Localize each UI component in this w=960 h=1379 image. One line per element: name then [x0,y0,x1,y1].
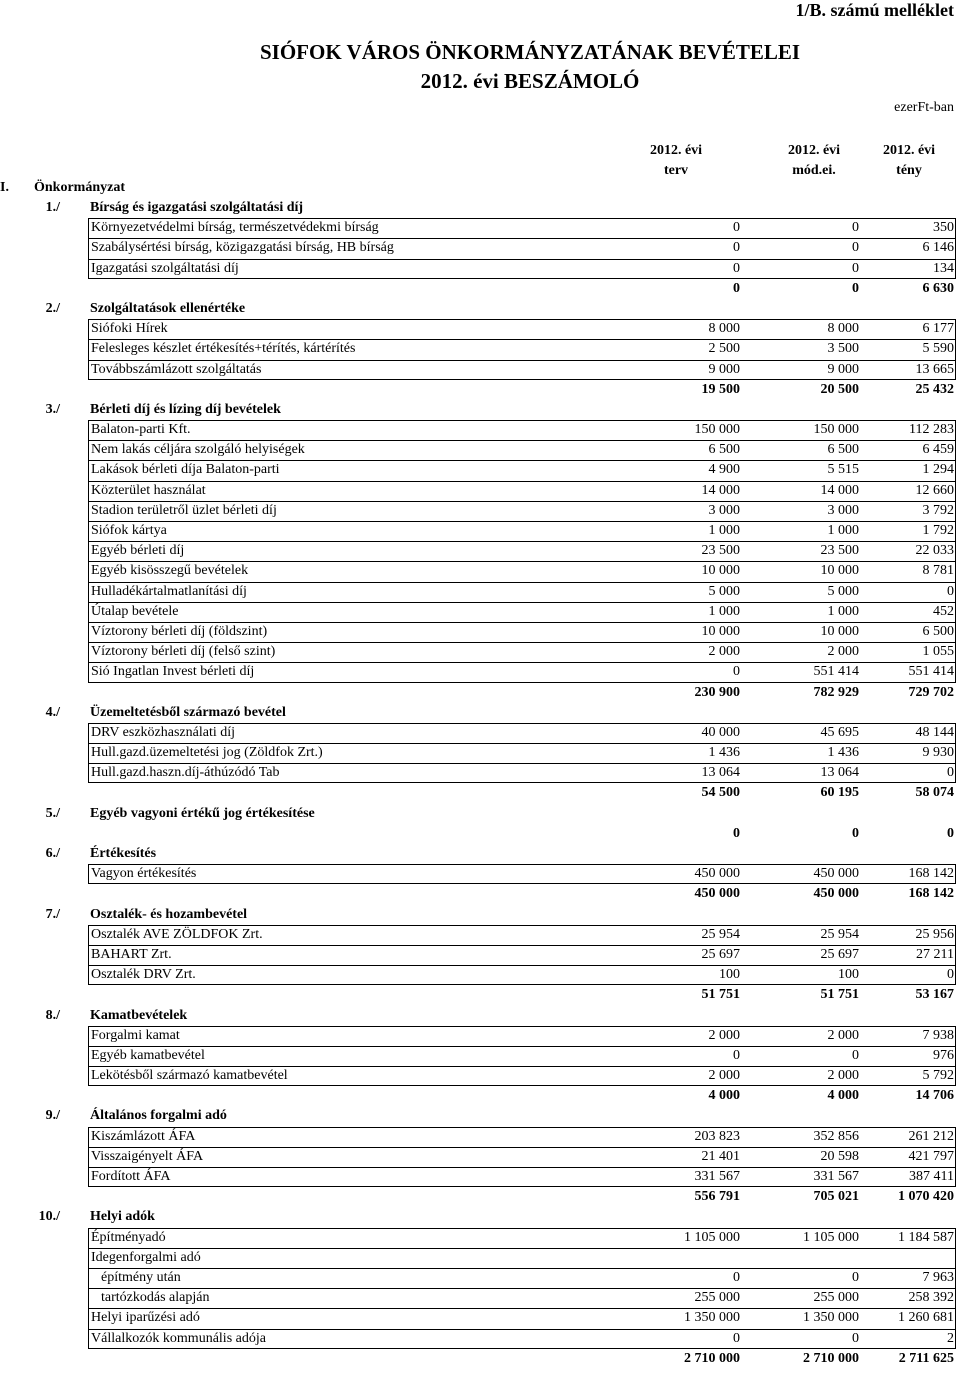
total-value: 2 710 000 [684,1350,740,1366]
row-value: 352 856 [813,1128,859,1144]
group-number: 7./ [45,906,60,922]
row-value: 0 [733,1330,740,1346]
row-label: Víztorony bérleti díj (felső szint) [91,644,276,660]
group-title: Általános forgalmi adó [90,1108,227,1124]
group-header-row [0,703,960,723]
row-label: Osztalék AVE ZÖLDFOK Zrt. [91,926,263,942]
row-value: 1 055 [922,644,954,660]
row-label: Környezetvédelmi bírság, természetvédekmi bírság [91,220,379,236]
row-value: 10 000 [820,623,859,639]
row-value: 1 260 681 [898,1310,954,1326]
row-value: 3 792 [922,502,954,518]
group-header-row [0,1207,960,1227]
row-value: 6 500 [827,442,859,458]
row-value: 14 000 [820,482,859,498]
row-value: 0 [947,967,954,983]
row-value: 1 000 [708,523,740,538]
row-value: 203 823 [694,1128,740,1144]
group-number: 2./ [45,300,60,316]
total-value: 58 074 [915,785,954,801]
row-label: Sió Ingatlan Invest bérleti díj [91,664,255,680]
row-value: 450 000 [694,866,740,882]
row-label: Útalap bevétele [91,603,179,619]
row-value: 331 567 [694,1169,740,1184]
row-border [88,1046,956,1066]
row-value: 100 [838,967,859,983]
table-row [0,440,960,460]
row-value: 450 000 [813,866,859,882]
total-value: 450 000 [813,886,859,902]
table-row [0,339,960,359]
group-total-row [0,824,960,844]
group-title: Bérleti díj és lízing díj bevételek [90,401,281,417]
row-value: 1 000 [827,603,859,619]
group-total-row [0,279,960,299]
table-row [0,319,960,339]
row-value: 25 956 [915,926,954,942]
row-label: Visszaigényelt ÁFA [91,1148,204,1164]
table-row [0,1127,960,1147]
row-label: Hull.gazd.üzemeltetési jog (Zöldfok Zrt.) [91,745,323,761]
group-total-row [0,985,960,1005]
row-value: 2 000 [708,1027,740,1043]
table-row [0,1167,960,1187]
table-row [0,541,960,561]
total-value: 4 000 [827,1088,859,1104]
total-value: 54 500 [701,785,740,801]
total-value: 2 711 625 [898,1350,954,1366]
row-label: tartózkodás alapján [101,1290,210,1306]
row-label: Építményadó [91,1229,166,1245]
row-value: 0 [733,260,740,276]
row-value: 20 598 [820,1148,859,1164]
row-value: 258 392 [908,1290,954,1306]
total-value: 25 432 [915,381,954,397]
row-label: Továbbszámlázott szolgáltatás [91,361,262,377]
row-value: 6 459 [922,442,954,458]
group-header-row [0,299,960,319]
row-value: 2 000 [827,1068,859,1084]
group-total-row [0,1349,960,1369]
row-value: 5 000 [708,583,740,599]
row-value: 40 000 [701,724,740,740]
row-value: 1 000 [708,603,740,619]
table-row [0,763,960,783]
table-row [0,1066,960,1086]
row-value: 387 411 [909,1169,954,1184]
group-number: 4./ [45,704,60,720]
row-value: 0 [852,220,859,236]
row-value: 2 [947,1330,954,1346]
group-title: Üzemeltetésből származó bevétel [90,704,286,720]
total-value: 60 195 [820,785,859,801]
row-value: 976 [933,1047,954,1063]
row-value: 5 515 [827,462,859,478]
row-value: 551 414 [813,664,859,680]
row-value: 5 000 [827,583,859,599]
row-value: 261 212 [908,1128,954,1144]
row-value: 1 792 [922,523,954,538]
row-label: építmény után [101,1269,181,1285]
row-value: 1 436 [827,745,859,761]
group-header-row [0,804,960,824]
group-title: Bírság és igazgatási szolgáltatási díj [90,200,304,215]
group-number: 6./ [45,846,60,861]
row-value: 0 [947,583,954,599]
row-value: 350 [933,220,954,236]
group-total-row [0,783,960,803]
group-number: 3./ [45,401,60,417]
table-row [0,481,960,501]
row-value: 4 900 [708,462,740,478]
row-value: 1 294 [922,462,954,478]
row-border [88,521,956,541]
row-border [88,602,956,622]
page-title-line1: SIÓFOK VÁROS ÖNKORMÁNYZATÁNAK BEVÉTELEI [259,40,801,64]
row-value: 1 350 000 [684,1310,740,1326]
row-value: 1 184 587 [898,1229,954,1245]
row-value: 8 000 [708,321,740,337]
row-value: 9 000 [827,361,859,377]
group-number: 9./ [45,1108,60,1124]
total-value: 556 791 [694,1189,740,1205]
table-row [0,1268,960,1288]
table-row [0,965,960,985]
row-label: Egyéb kamatbevétel [91,1047,205,1063]
row-value: 23 500 [820,543,859,559]
table-row [0,1046,960,1066]
row-label: Vagyon értékesítés [91,866,197,882]
table-row [0,1329,960,1349]
total-value: 705 021 [813,1189,859,1205]
table-row [0,1308,960,1328]
group-title: Helyi adók [90,1209,155,1225]
group-total-row [0,884,960,904]
row-value: 14 000 [701,482,740,498]
row-value: 25 954 [701,926,740,942]
row-value: 1 105 000 [803,1229,859,1245]
table-row [0,521,960,541]
row-value: 25 954 [820,926,859,942]
row-label: Siófok kártya [91,523,167,538]
row-value: 8 000 [827,321,859,337]
revenue-table [0,198,960,1369]
row-value: 112 283 [909,422,954,438]
row-value: 100 [719,967,740,983]
row-value: 25 697 [701,946,740,962]
table-row [0,602,960,622]
row-label: Kiszámlázott ÁFA [91,1128,196,1144]
column-header-modified: 2012. évi mód.ei. [787,143,841,178]
row-label: Igazgatási szolgáltatási díj [91,260,239,276]
total-value: 0 [733,825,740,841]
row-label: Víztorony bérleti díj (földszint) [91,623,268,639]
row-value: 3 000 [827,502,859,518]
table-row [0,925,960,945]
row-value: 7 938 [922,1027,954,1043]
row-value: 13 064 [820,765,859,781]
row-label: Forgalmi kamat [91,1027,180,1043]
row-label: Nem lakás céljára szolgáló helyiségek [91,442,305,458]
row-label: Stadion területről üzlet bérleti díj [91,502,277,518]
group-header-row [0,844,960,864]
group-number: 5./ [45,805,60,821]
group-header-row [0,1106,960,1126]
row-value: 1 105 000 [684,1229,740,1245]
group-title: Szolgáltatások ellenértéke [90,300,246,316]
table-row [0,561,960,581]
row-value: 255 000 [694,1290,740,1306]
row-value: 6 177 [922,321,954,337]
total-value: 0 [733,280,740,296]
row-label: Közterület használat [91,482,206,498]
row-value: 23 500 [701,543,740,559]
table-row [0,238,960,258]
table-row [0,1228,960,1248]
row-value: 27 211 [916,946,954,962]
total-value: 168 142 [908,886,954,902]
row-value: 13 064 [701,765,740,781]
group-number: 1./ [45,200,60,215]
row-label: Egyéb bérleti díj [91,543,185,559]
row-value: 0 [733,1269,740,1285]
row-value: 21 401 [701,1148,740,1164]
table-row [0,360,960,380]
row-value: 1 436 [708,745,740,761]
row-value: 0 [947,765,954,781]
total-value: 729 702 [908,684,954,700]
row-value: 0 [852,1047,859,1063]
group-title: Kamatbevételek [90,1007,188,1023]
row-value: 1 350 000 [803,1310,859,1326]
row-label: Hull.gazd.haszn.díj-áthúzódó Tab [91,765,280,781]
row-label: Helyi iparűzési adó [91,1310,200,1326]
row-label: BAHART Zrt. [91,946,172,962]
table-row [0,1147,960,1167]
table-row [0,622,960,642]
row-value: 8 781 [922,563,954,579]
row-value: 22 033 [915,543,954,559]
row-value: 0 [733,664,740,680]
row-value: 2 000 [708,644,740,660]
row-value: 2 000 [708,1068,740,1084]
row-value: 331 567 [813,1169,859,1184]
row-label: Felesleges készlet értékesítés+térítés, kártérítés [91,341,356,357]
row-label: Siófoki Hírek [91,321,168,337]
group-title: Egyéb vagyoni értékű jog értékesítése [90,805,315,821]
row-label: Osztalék DRV Zrt. [91,967,196,983]
table-row [0,460,960,480]
row-value: 5 590 [922,341,954,357]
row-value: 2 000 [827,1027,859,1043]
total-value: 782 929 [813,684,859,700]
row-value: 551 414 [908,664,954,680]
group-title: Osztalék- és hozambevétel [90,906,248,922]
row-value: 3 000 [708,502,740,518]
row-value: 452 [933,603,954,619]
row-label: Lekötésből származó kamatbevétel [91,1068,288,1084]
table-row [0,420,960,440]
row-label: Lakások bérleti díja Balaton-parti [91,462,280,478]
total-value: 20 500 [820,381,859,397]
column-header-actual: 2012. évi tény [882,143,936,178]
row-value: 25 697 [820,946,859,962]
group-total-row [0,380,960,400]
row-value: 0 [733,1047,740,1063]
row-border [88,1268,956,1288]
row-value: 5 792 [922,1068,954,1084]
row-value: 0 [852,1269,859,1285]
row-value: 10 000 [701,563,740,579]
table-row [0,945,960,965]
total-value: 19 500 [701,381,740,397]
group-title: Értékesítés [90,846,157,861]
table-row [0,218,960,238]
row-label: Hulladékártalmatlanítási díj [91,583,247,599]
row-label: Egyéb kisösszegű bevételek [91,563,249,579]
table-row [0,259,960,279]
row-value: 9 930 [922,745,954,761]
row-value: 12 660 [915,482,954,498]
unit-label: ezerFt-ban [894,100,954,115]
total-value: 14 706 [915,1088,954,1104]
total-value: 51 751 [820,987,859,1003]
table-row [0,1026,960,1046]
group-header-row [0,1006,960,1026]
row-value: 6 146 [922,240,954,256]
row-value: 255 000 [813,1290,859,1306]
row-value: 9 000 [708,361,740,377]
total-value: 450 000 [694,886,740,902]
row-value: 2 500 [708,341,740,357]
row-border [88,1248,956,1268]
group-total-row [0,1187,960,1207]
total-value: 1 070 420 [898,1189,954,1205]
row-value: 134 [933,260,954,276]
row-value: 6 500 [922,623,954,639]
table-row [0,1288,960,1308]
table-row [0,662,960,682]
row-value: 0 [852,260,859,276]
table-row [0,864,960,884]
section-title: I. Önkormányzat [0,180,125,195]
total-value: 0 [852,825,859,841]
row-label: DRV eszközhasználati díj [91,724,236,740]
row-border [88,319,956,339]
table-row [0,723,960,743]
row-value: 1 000 [827,523,859,538]
row-value: 2 000 [827,644,859,660]
row-value: 6 500 [708,442,740,458]
row-value: 10 000 [701,623,740,639]
total-value: 4 000 [708,1088,740,1104]
row-label: Szabálysértési bírság, közigazgatási bírság, HB bírság [91,240,394,256]
group-total-row [0,683,960,703]
total-value: 0 [947,825,954,841]
row-value: 421 797 [908,1148,954,1164]
annex-label: 1/B. számú melléklet [795,0,954,20]
row-value: 48 144 [915,724,954,740]
row-label: Vállalkozók kommunális adója [91,1330,266,1346]
row-value: 0 [733,220,740,236]
group-number: 10./ [38,1209,60,1225]
row-label: Balaton-parti Kft. [91,422,191,438]
table-row [0,1248,960,1268]
group-header-row [0,400,960,420]
total-value: 53 167 [915,987,954,1003]
total-value: 0 [852,280,859,296]
total-value: 2 710 000 [803,1350,859,1366]
row-label: Idegenforgalmi adó [91,1249,201,1265]
row-value: 150 000 [694,422,740,438]
group-number: 8./ [45,1007,60,1023]
row-value: 7 963 [922,1269,954,1285]
total-value: 6 630 [922,280,954,296]
table-row [0,642,960,662]
page-title-line2: 2012. évi BESZÁMOLÓ [420,69,640,93]
row-value: 45 695 [820,724,859,740]
table-row [0,743,960,763]
column-header-plan: 2012. évi terv [649,143,703,178]
group-total-row [0,1086,960,1106]
row-value: 13 665 [915,361,954,377]
row-value: 3 500 [827,341,859,357]
row-border [88,1026,956,1046]
row-value: 150 000 [813,422,859,438]
group-header-row [0,905,960,925]
row-value: 0 [852,1330,859,1346]
row-label: Fordított ÁFA [91,1169,171,1184]
row-border [88,965,956,985]
row-value: 10 000 [820,563,859,579]
table-row [0,501,960,521]
total-value: 230 900 [694,684,740,700]
row-value: 0 [733,240,740,256]
row-value: 168 142 [908,866,954,882]
total-value: 51 751 [701,987,740,1003]
group-header-row [0,198,960,218]
table-row [0,582,960,602]
row-value: 0 [852,240,859,256]
